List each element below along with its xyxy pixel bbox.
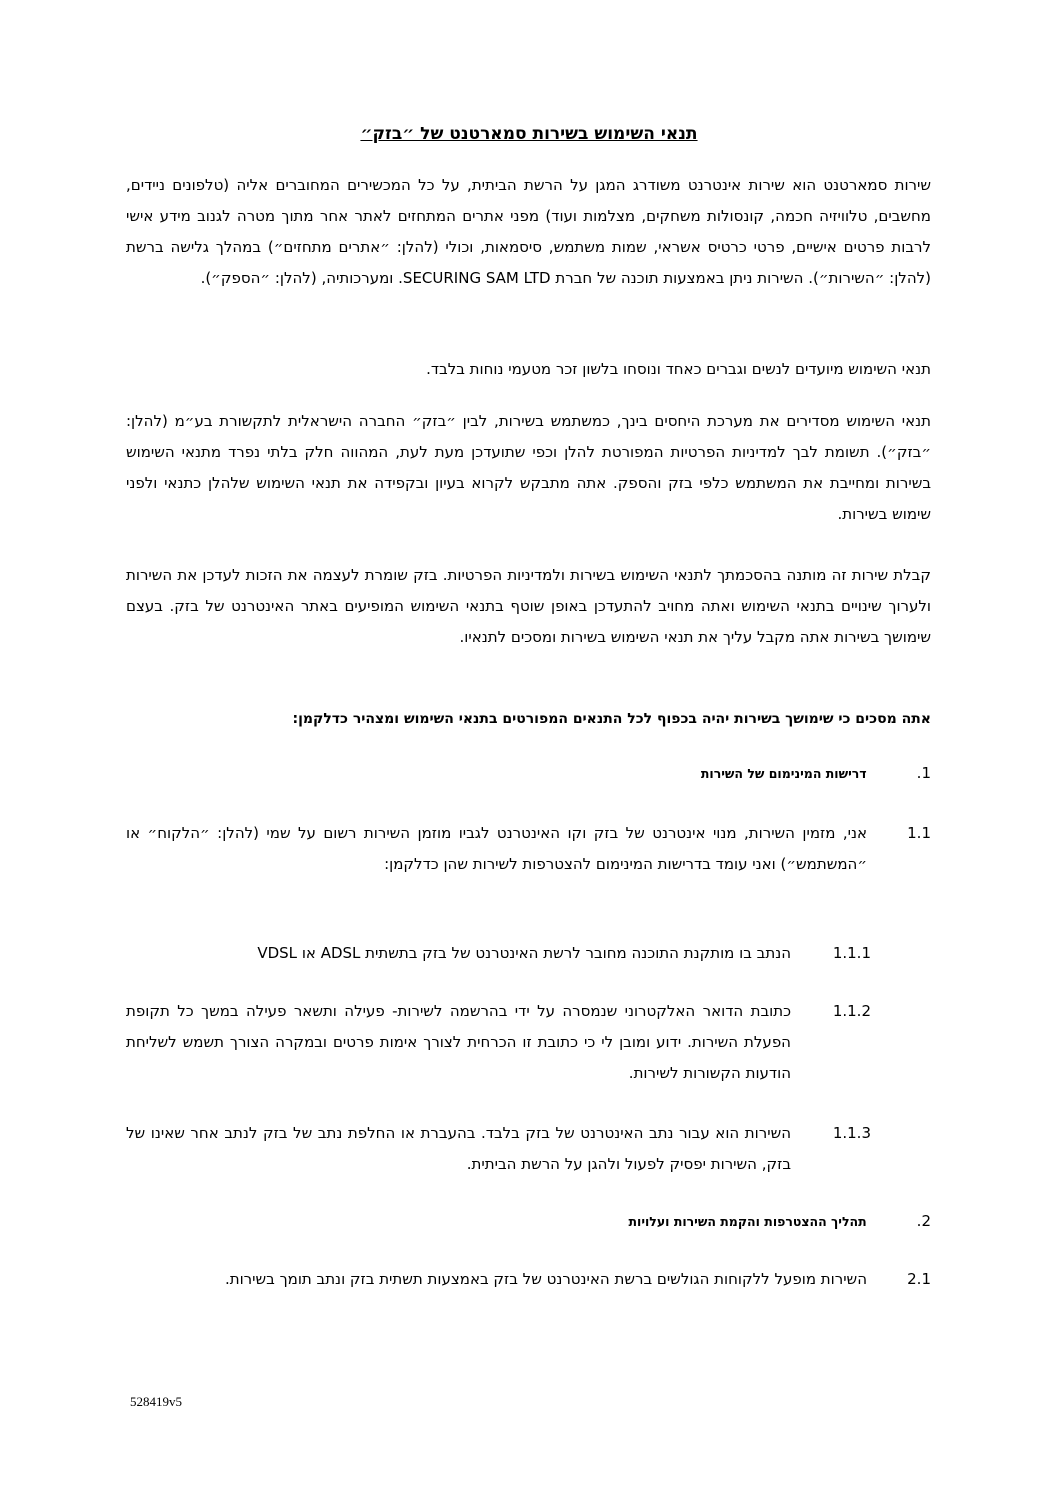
item-text: הנתב בו מותקנת התוכנה מחובר לרשת האינטרנט של בזק בתשתית ADSL או VDSL: [257, 944, 791, 962]
item-number: 1.1.1: [832, 944, 871, 962]
section-number: 1.: [916, 764, 931, 782]
item-number: 1.1.3: [832, 1124, 871, 1142]
page-title: תנאי השימוש בשירות סמארטנט של ״בזק״: [360, 124, 698, 144]
list-item: [126, 938, 931, 969]
item-text: השירות הוא עבור נתב האינטרנט של בזק בלבד. בהעברת או החלפת נתב של בזק לנתב אחר שאינו של בזק, השירות יפסיק לפעול ולהגן על הרשת הביתית.: [126, 1124, 791, 1173]
item-number: 1.1: [907, 824, 931, 842]
item-text: כתובת הדואר האלקטרוני שנמסרה על ידי בהרשמה לשירות- פעילה ותשאר פעילה במשך כל תקופת הפעלת השירות. ידוע ומובן לי כי כתובת זו הכרחית לצורך אימות פרטים ובמקרה הצורך תשמש לשליחת הודעות הקשורות לשירות.: [126, 1002, 791, 1082]
section-number: 2.: [916, 1212, 931, 1230]
list-item: [126, 1118, 931, 1180]
list-item: [126, 1264, 931, 1295]
document-id-footer: 528419v5: [130, 1394, 182, 1409]
item-text: השירות מופעל ללקוחות הגולשים ברשת האינטרנט של בזק באמצעות תשתית בזק ונתב תומך בשירות.: [224, 1270, 867, 1288]
relationship-paragraph: תנאי השימוש מסדירים את מערכת היחסים בינך, כמשתמש בשירות, לבין ״בזק״ החברה הישראלית לתקשורת בע״מ (להלן: ״בזק״). תשומת לבך למדיניות הפרטיות המפורטת להלן וכפי שתועדכן מעת לעת, המהווה חלק בלתי נפרד מתנאי השימוש בשירות ומחייבת את המשתמש כלפי בזק והספק. אתה מתבקש לקרוא בעיון ובקפידה את תנאי השימוש שלהלן כתנאי ולפני שימוש בשירות.: [126, 412, 931, 523]
section-title: דרישות המינימום של השירות: [700, 766, 867, 781]
agreement-statement: אתה מסכים כי שימושך בשירות יהיה בכפוף לכל התנאים המפורטים בתנאי השימוש ומצהיר כדלקמן:: [292, 711, 931, 727]
list-item: [126, 818, 931, 880]
section-heading-1: [126, 764, 931, 782]
item-text: אני, מזמין השירות, מנוי אינטרנט של בזק וקו האינטרנט לגביו מוזמן השירות רשום על שמי (להלן: ״הלקוח״ או ״המשתמש״) ואני עומד בדרישות המינימום להצטרפות לשירות שהן כדלקמן:: [126, 824, 867, 873]
list-item: [126, 996, 931, 1089]
item-number: 2.1: [907, 1270, 931, 1288]
section-heading-2: [126, 1212, 931, 1230]
consent-paragraph: קבלת שירות זה מותנה בהסכמתך לתנאי השימוש בשירות ולמדיניות הפרטיות. בזק שומרת לעצמה את הזכות לעדכן את השירות ולערוך שינויים בתנאי השימוש ואתה מחויב להתעדכן באופן שוטף בתנאי השימוש המופיעים באתר האינטרנט של בזק. בעצם שימושך בשירות אתה מקבל עליך את תנאי השימוש בשירות ומסכים לתנאיו.: [126, 566, 931, 646]
item-number: 1.1.2: [832, 1002, 871, 1020]
intro-paragraph: שירות סמארטנט הוא שירות אינטרנט משודרג המגן על הרשת הביתית, על כל המכשירים המחוברים אליה (טלפונים ניידים, מחשבים, טלוויזיה חכמה, קונסולות משחקים, מצלמות ועוד) מפני אתרים המתחזים לאתר אחר מתוך מטרה לגנוב מידע אישי לרבות פרטים אישיים, פרטי כרטיס אשראי, שמות משתמש, סיסמאות, וכולי (להלן: ״אתרים מתחזים״) במהלך גלישה ברשת (להלן: ״השירות״). השירות ניתן באמצעות תוכנה של חברת SECURING SAM LTD. ומערכותיה, (להלן: ״הספק״).: [126, 176, 931, 287]
gender-note-paragraph: תנאי השימוש מיועדים לנשים וגברים כאחד ונוסחו בלשון זכר מטעמי נוחות בלבד.: [426, 360, 931, 378]
section-title: תהליך ההצטרפות והקמת השירות ועלויות: [628, 1214, 867, 1229]
